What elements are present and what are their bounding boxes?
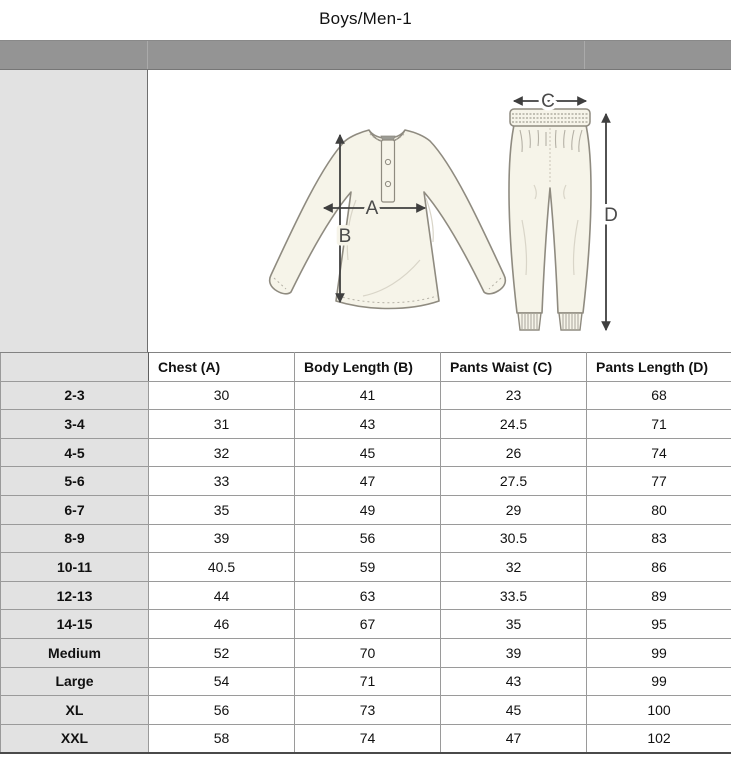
corner-cell [1, 353, 149, 382]
body-length-value-cell: 45 [295, 438, 441, 467]
size-label-cell: 3-4 [1, 410, 149, 439]
label-c: C [541, 91, 555, 112]
pants-waist-value-cell: 43 [441, 667, 587, 696]
page-title: Boys/Men-1 [319, 9, 412, 28]
pants-waist-value-cell: 24.5 [441, 410, 587, 439]
pants-illustration [509, 109, 591, 330]
size-label-cell: Medium [1, 638, 149, 667]
chest-value-cell: 39 [149, 524, 295, 553]
pants-waist-value-cell: 33.5 [441, 581, 587, 610]
table-row [1, 524, 731, 553]
column-header-row [1, 353, 731, 382]
garment-diagram-svg [148, 70, 731, 352]
size-label-cell: XXL [1, 724, 149, 753]
body-length-value-cell: 74 [295, 724, 441, 753]
band-cell-left [0, 41, 148, 69]
pants-waist-value-cell: 35 [441, 610, 587, 639]
body-length-value-cell: 59 [295, 553, 441, 582]
size-label-cell: 6-7 [1, 495, 149, 524]
chest-value-cell: 30 [149, 381, 295, 410]
size-label-cell: 4-5 [1, 438, 149, 467]
table-row [1, 724, 731, 753]
column-header-chest: Chest (A) [149, 353, 295, 382]
table-row [1, 581, 731, 610]
size-label-cell: 14-15 [1, 610, 149, 639]
left-gutter [0, 70, 148, 352]
body-length-value-cell: 56 [295, 524, 441, 553]
pants-length-value-cell: 89 [587, 581, 731, 610]
label-b: B [338, 226, 352, 247]
column-header-pants-waist: Pants Waist (C) [441, 353, 587, 382]
label-d: D [604, 205, 618, 226]
header-band [0, 40, 731, 70]
pants-waist-value-cell: 45 [441, 696, 587, 725]
body-length-value-cell: 73 [295, 696, 441, 725]
table-row [1, 438, 731, 467]
body-length-value-cell: 71 [295, 667, 441, 696]
pants-length-value-cell: 83 [587, 524, 731, 553]
size-label-cell: 2-3 [1, 381, 149, 410]
band-cell-middle [148, 41, 585, 69]
table-row [1, 381, 731, 410]
pants-waist-value-cell: 47 [441, 724, 587, 753]
table-row [1, 410, 731, 439]
body-length-value-cell: 70 [295, 638, 441, 667]
chest-value-cell: 35 [149, 495, 295, 524]
table-row [1, 495, 731, 524]
size-label-cell: 10-11 [1, 553, 149, 582]
diagram-panel [148, 70, 731, 352]
pants-length-value-cell: 95 [587, 610, 731, 639]
pants-length-value-cell: 99 [587, 667, 731, 696]
chest-value-cell: 56 [149, 696, 295, 725]
table-row [1, 467, 731, 496]
body-length-value-cell: 63 [295, 581, 441, 610]
chest-value-cell: 40.5 [149, 553, 295, 582]
pants-waist-value-cell: 27.5 [441, 467, 587, 496]
pants-length-value-cell: 77 [587, 467, 731, 496]
chest-value-cell: 54 [149, 667, 295, 696]
chest-value-cell: 32 [149, 438, 295, 467]
pants-waist-value-cell: 26 [441, 438, 587, 467]
pants-waist-value-cell: 23 [441, 381, 587, 410]
pants-waist-value-cell: 32 [441, 553, 587, 582]
table-row [1, 696, 731, 725]
pants-length-value-cell: 68 [587, 381, 731, 410]
label-a: A [365, 198, 379, 219]
chest-value-cell: 46 [149, 610, 295, 639]
pants-waist-value-cell: 39 [441, 638, 587, 667]
pants-length-value-cell: 100 [587, 696, 731, 725]
table-row [1, 553, 731, 582]
chest-value-cell: 52 [149, 638, 295, 667]
size-label-cell: Large [1, 667, 149, 696]
table-row [1, 610, 731, 639]
body-length-value-cell: 41 [295, 381, 441, 410]
body-length-value-cell: 43 [295, 410, 441, 439]
column-header-pants-length: Pants Length (D) [587, 353, 731, 382]
size-table [0, 352, 731, 754]
illustration-area [0, 70, 731, 352]
pants-waist-value-cell: 29 [441, 495, 587, 524]
chest-value-cell: 58 [149, 724, 295, 753]
pants-length-value-cell: 71 [587, 410, 731, 439]
pants-length-value-cell: 74 [587, 438, 731, 467]
size-label-cell: 5-6 [1, 467, 149, 496]
body-length-value-cell: 67 [295, 610, 441, 639]
pants-length-value-cell: 102 [587, 724, 731, 753]
size-label-cell: 12-13 [1, 581, 149, 610]
size-table-body [1, 381, 731, 753]
pants-length-value-cell: 86 [587, 553, 731, 582]
table-row [1, 638, 731, 667]
column-header-body-length: Body Length (B) [295, 353, 441, 382]
body-length-value-cell: 47 [295, 467, 441, 496]
size-label-cell: 8-9 [1, 524, 149, 553]
pants-waist-value-cell: 30.5 [441, 524, 587, 553]
chest-value-cell: 44 [149, 581, 295, 610]
pants-length-value-cell: 99 [587, 638, 731, 667]
shirt-illustration [270, 130, 506, 309]
band-cell-right [585, 41, 731, 69]
chest-value-cell: 33 [149, 467, 295, 496]
pants-length-value-cell: 80 [587, 495, 731, 524]
size-label-cell: XL [1, 696, 149, 725]
table-row [1, 667, 731, 696]
chest-value-cell: 31 [149, 410, 295, 439]
body-length-value-cell: 49 [295, 495, 441, 524]
